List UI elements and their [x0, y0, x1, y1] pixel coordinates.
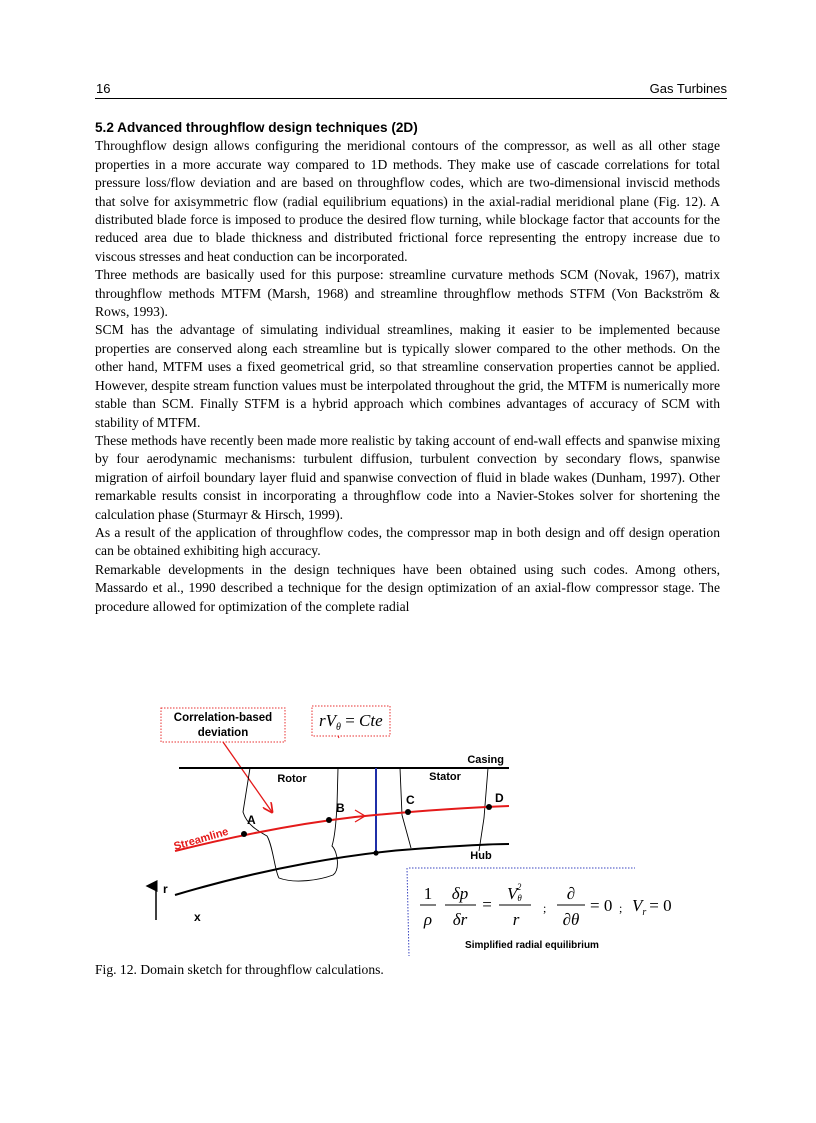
- point-a-label: A: [247, 813, 256, 827]
- paragraph: As a result of the application of throughflow codes, the compressor map in both design and off design operation can be obtained exhibiting high accuracy.: [95, 524, 720, 559]
- paragraph: Throughflow design allows configuring the meridional contours of the compressor, as well as all other stage properties in a more accurate way compared to 1D methods. They make use of cascade correlations for total pressure loss/flow deviation and are based on throughflow codes, which are two-dimensional inviscid methods that solve for axisymmetric flow (radial equilibrium equations) in the axial-radial meridional plane (Fig. 12). A distributed blade force is imposed to produce the desired flow turning, while blockage factor that accounts for the reduced area due to blade thickness and distributed frictional force representing the entropy increase due to viscous stresses and heat conduction can be incorporated.: [95, 138, 720, 264]
- section-title: 5.2 Advanced throughflow design techniques (2D): [95, 120, 418, 135]
- point-b-label: B: [336, 801, 345, 815]
- correlation-arrow: [223, 742, 272, 812]
- point-a-marker: [241, 831, 247, 837]
- correlation-label-line2: deviation: [197, 727, 249, 739]
- svg-text:ρ: ρ: [423, 910, 433, 929]
- svg-text:=: =: [482, 895, 492, 914]
- svg-text:∂θ: ∂θ: [562, 910, 580, 929]
- paragraph: These methods have recently been made more realistic by taking account of end-wall effects and spanwise mixing by four aerodynamic mechanisms: turbulent diffusion, turbulent convection by secondary flows, spanwise migration of airfoil boundary layer fluid and spanwise convection of fluid in blade wakes (Dunham, 1997). Other remarkable results consist in incorporating a throughflow code into a Navier-Stokes solver for shortening the calculation phase (Sturmayr & Hirsch, 1999).: [95, 432, 720, 522]
- radial-equilibrium-label: Simplified radial equilibrium: [465, 940, 599, 951]
- svg-text:δr: δr: [452, 910, 468, 929]
- point-c-label: C: [406, 793, 415, 807]
- svg-text:δp: δp: [451, 884, 469, 903]
- paragraph: Remarkable developments in the design techniques have been obtained using such codes. Among others, Massardo et al., 1990 described a technique for the design optimization of an axial-flow compressor stage. The procedure allowed for optimization of the complete radial: [95, 561, 720, 614]
- page-number: 16: [96, 81, 111, 96]
- stator-label: Stator: [429, 771, 461, 783]
- x-axis-label: x: [194, 910, 201, 924]
- paragraph: SCM has the advantage of simulating individual streamlines, making it easier to be implemented because properties are conserved along each streamline but is typically slower compared to the other methods. On the other hand, MTFM uses a fixed geometrical grid, so that streamline conservation properties cannot be applied. However, despite stream function values must be interpolated throughout the grid, the MTFM is numerically more stable than SCM. Finally STFM is a hybrid approach which combines advantages of accuracy of SCM with stability of MTFM.: [95, 322, 720, 430]
- running-header: [95, 80, 727, 99]
- streamline-label: Streamline: [172, 825, 230, 853]
- svg-text:r: r: [512, 910, 520, 929]
- svg-text:1: 1: [423, 884, 433, 903]
- figure-svg: [95, 700, 727, 965]
- casing-label: Casing: [467, 754, 504, 766]
- radial-eq-box-left: [407, 868, 409, 956]
- book-title: Gas Turbines: [649, 81, 727, 96]
- body-text: [95, 119, 720, 616]
- hub-label: Hub: [470, 850, 492, 862]
- point-b-marker: [326, 817, 332, 823]
- point-d-label: D: [495, 791, 504, 805]
- figure-caption: Fig. 12. Domain sketch for throughflow calculations.: [95, 962, 384, 977]
- svg-text:;: ;: [619, 901, 623, 915]
- point-c-marker: [405, 809, 411, 815]
- rv-equation: $rV_\theta$ = Cte: [319, 711, 383, 733]
- svg-text:∂: ∂: [566, 884, 576, 903]
- rotor-label: Rotor: [277, 773, 307, 785]
- point-d-marker: [486, 804, 492, 810]
- figure-domain-sketch: [95, 700, 727, 965]
- correlation-label-line1: Correlation-based: [173, 712, 273, 724]
- r-axis-label: r: [163, 882, 168, 896]
- radial-equilibrium-equation: [420, 882, 672, 929]
- svg-text:;: ;: [543, 901, 547, 915]
- svg-text:Vθ2: Vθ2: [507, 882, 522, 903]
- svg-text:= 0: = 0: [590, 896, 613, 915]
- paragraph: Three methods are basically used for this purpose: streamline curvature methods SCM (Novak, 1967), matrix throughflow methods MTFM (Marsh, 1968) and streamline throughflow methods STFM (Von Backström & Rows, 1993).: [95, 267, 720, 320]
- svg-text:Vr= 0: $V_r = 0$: [632, 896, 672, 918]
